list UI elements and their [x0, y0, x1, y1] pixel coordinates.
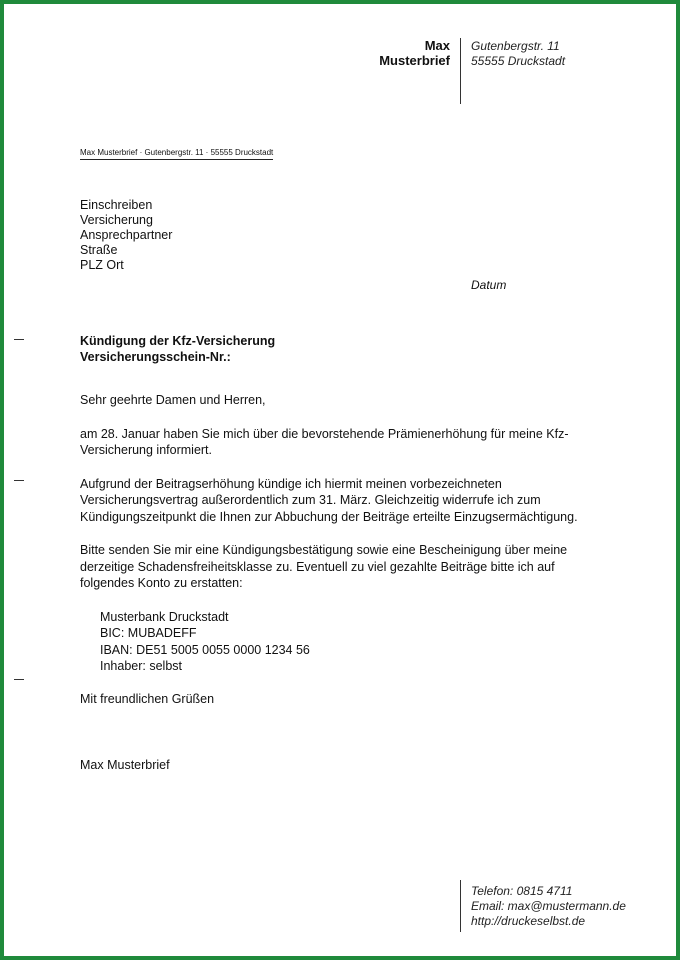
return-address-line: Max Musterbrief · Gutenbergstr. 11 · 55555 Druckstadt	[80, 148, 273, 160]
contact-email: Email: max@mustermann.de	[471, 899, 626, 913]
header-divider	[460, 38, 461, 104]
letter-subject	[80, 333, 275, 365]
closing: Mit freundlichen Grüßen	[80, 691, 215, 706]
body-paragraph: am 28. Januar haben Sie mich über die bevorstehende Prämienerhöhung für meine Kfz-Versicherung informiert.	[80, 426, 569, 457]
sender-address	[471, 39, 565, 69]
bank-iban: IBAN: DE51 5005 0055 0000 1234 56	[100, 642, 310, 657]
recipient-line: PLZ Ort	[80, 258, 124, 272]
footer-divider	[460, 880, 461, 932]
signature-name: Max Musterbrief	[80, 758, 170, 772]
sender-street: Gutenbergstr. 11	[471, 39, 560, 53]
punch-mark	[14, 480, 24, 481]
date-label: Datum	[471, 278, 507, 292]
recipient-line: Einschreiben	[80, 198, 153, 212]
contact-block	[471, 884, 626, 929]
body-paragraph: Aufgrund der Beitragserhöhung kündige ich hiermit meinen vorbezeichneten Versicherungsvertrag außerordentlich zum 31. März. Gleichzeitig widerrufe ich zum Kündigungszeitpunkt die Ihnen zur Abbuchung der Beiträge erteilte Einzugsermächtigung.	[80, 476, 578, 524]
bank-name: Musterbank Druckstadt	[100, 609, 229, 624]
subject-line: Kündigung der Kfz-Versicherung	[80, 334, 276, 348]
sender-city: 55555 Druckstadt	[471, 54, 566, 68]
letter-body	[80, 392, 600, 791]
bank-holder: Inhaber: selbst	[100, 659, 182, 673]
bank-details	[100, 609, 600, 675]
contact-phone: Telefon: 0815 4711	[471, 884, 573, 898]
recipient-block	[80, 198, 172, 273]
salutation: Sehr geehrte Damen und Herren,	[80, 393, 266, 407]
body-paragraph: Bitte senden Sie mir eine Kündigungsbestätigung sowie eine Bescheinigung über meine derzeitige Schadensfreiheitsklasse zu. Eventuell zu viel gezahlte Beiträge bitte ich auf folgendes Konto zu erstatten:	[80, 543, 568, 590]
subject-line-policy-number: Versicherungsschein-Nr.:	[80, 350, 231, 364]
recipient-line: Versicherung	[80, 213, 153, 227]
sender-name	[300, 38, 450, 68]
contact-website: http://druckeselbst.de	[471, 914, 586, 928]
sender-last-name: Musterbrief	[379, 53, 450, 68]
sender-first-name: Max	[424, 38, 450, 53]
bank-bic: BIC: MUBADEFF	[100, 626, 197, 640]
recipient-line: Ansprechpartner	[80, 228, 173, 242]
fold-mark-bottom	[14, 679, 24, 680]
recipient-line: Straße	[80, 243, 118, 257]
fold-mark-top	[14, 339, 24, 340]
